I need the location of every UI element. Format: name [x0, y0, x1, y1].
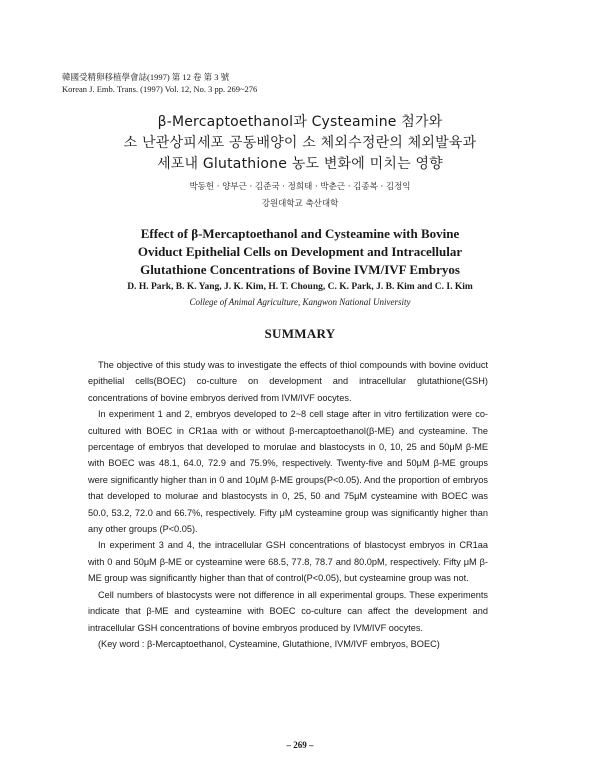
english-title-line-2: Oviduct Epithelial Cells on Development and Intracellular	[137, 244, 463, 259]
english-title-line-3: Glutathione Concentrations of Bovine IVM/IVF Embryos	[140, 262, 460, 277]
korean-title-line-1: β-Mercaptoethanol과 Cysteamine 첨가와	[157, 114, 443, 130]
korean-title-line-3: 세포내 Glutathione 농도 변화에 미치는 영향	[157, 156, 443, 172]
summary-body	[88, 357, 488, 652]
english-title-line-1: Effect of β-Mercaptoethanol and Cysteamine with Bovine	[140, 226, 460, 241]
korean-title-line-2: 소 난관상피세포 공동배양이 소 체외수정란의 체외발육과	[123, 135, 477, 151]
summary-paragraph-2: In experiment 1 and 2, embryos developed to 2~8 cell stage after in vitro fertilization were co-cultured with BOEC in CR1aa with or without β-mercaptoethanol(β-ME) and cysteamine. The percentage of embryos that developed to morulae and blastocysts in 0, 10, 25 and 50μM β-ME with BOEC was 48.1, 64.0, 72.9 and 75.9%, respectively. Twenty-five and 50μM β-ME groups were significantly higher than in 0 and 10μM β-ME groups(P<0.05). And the proportion of embryos that developed to molurae and blastocysts in 0, 25, 50 and 75μM cysteamine with BOEC was 50.0, 53.2, 72.0 and 66.7%, respectively. Fifty μM cysteamine group was significantly higher than any other groups (P<0.05).	[88, 409, 488, 535]
english-authors: D. H. Park, B. K. Yang, J. K. Kim, H. T. Choung, C. K. Park, J. B. Kim and C. I. Kim	[127, 282, 473, 292]
journal-citation-english: Korean J. Emb. Trans. (1997) Vol. 12, No. 3 pp. 269~276	[62, 84, 258, 94]
summary-paragraph-3: In experiment 3 and 4, the intracellular GSH concentrations of blastocyst embryos in CR1aa with 0 and 50μM β-ME or cysteamine were 68.5, 77.8, 78.7 and 80.0pM, respectively. Fifty μM β-ME group was significantly higher than that of control(P<0.05), but cysteamine group was not.	[88, 540, 488, 584]
page-number: – 269 –	[286, 740, 314, 750]
korean-affiliation: 강원대학교 축산대학	[261, 199, 339, 209]
summary-heading: SUMMARY	[264, 326, 336, 341]
journal-citation-korean: 韓國受精卵移植學會誌(1997) 第 12 卷 第 3 號	[62, 72, 230, 82]
summary-paragraph-4: Cell numbers of blastocysts were not difference in all experimental groups. These experiments indicate that β-ME and cysteamine with BOEC co-culture can affect the development and intracellular GSH concentrations of bovine embryos produced by IVM/IVF oocytes.	[88, 589, 488, 633]
korean-authors: 박동헌 · 양부근 · 김준국 · 정희태 · 박춘근 · 김종복 · 김정익	[189, 182, 411, 192]
keywords: (Key word : β-Mercaptoethanol, Cysteamine, Glutathione, IVM/IVF embryos, BOEC)	[98, 638, 440, 649]
english-affiliation: College of Animal Agriculture, Kangwon National University	[189, 297, 411, 307]
summary-paragraph-1: The objective of this study was to investigate the effects of thiol compounds with bovine oviduct epithelial cells(BOEC) co-culture on development and intracellular glutathione(GSH) concentrations of bovine embryos derived from IVM/IVF oocytes.	[88, 360, 488, 403]
